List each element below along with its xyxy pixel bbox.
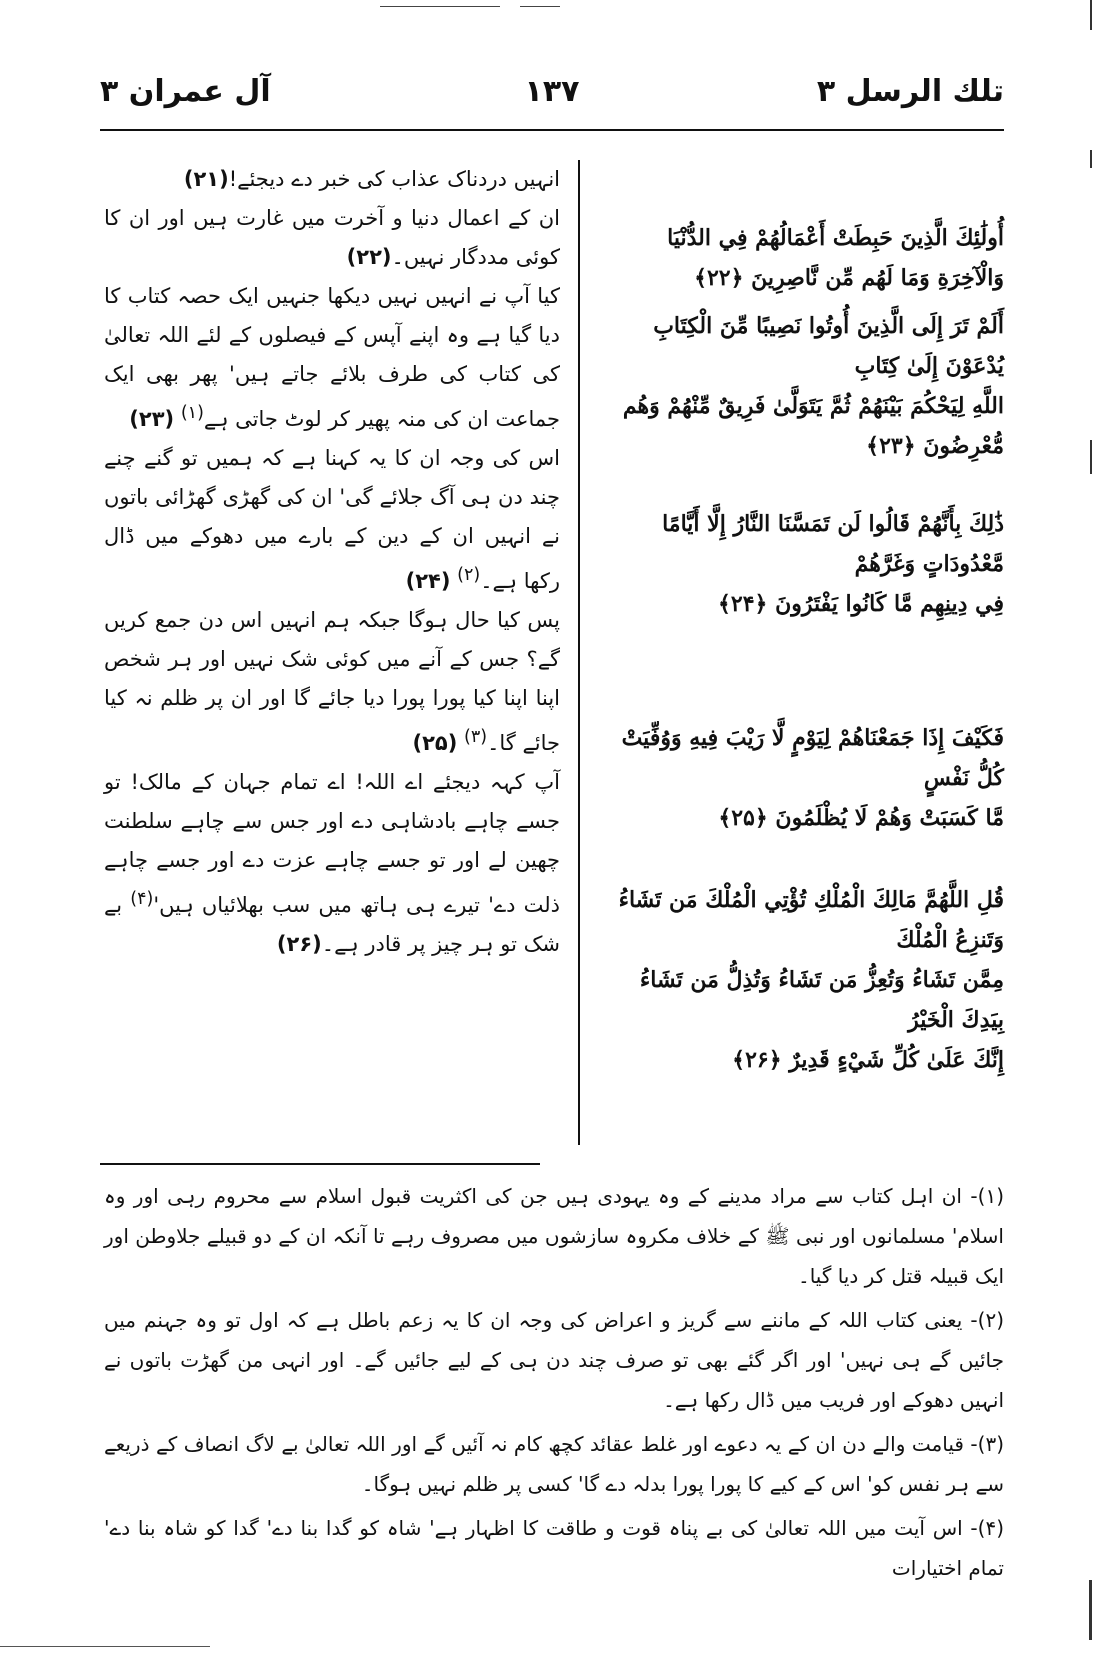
translation-text: آپ کہہ دیجئے اے اللہ! اے تمام جہان کے مالک! تو جسے چاہے بادشاہی دے اور جس سے چاہے سلطنت چھین لے اور تو جسے چاہے عزت دے اور جسے چاہے ذلت دے' تیرے ہی ہاتھ میں سب بھلائیاں ہیں' (104, 770, 560, 917)
verse-number: (۲۳) (129, 407, 175, 431)
translation-text: بے شک تو ہر چیز پر قادر ہے۔ (104, 893, 560, 956)
arabic-line: مَّا كَسَبَتْ وَهُمْ لَا يُظْلَمُونَ ﴿۲۵﴾ (718, 805, 1004, 831)
footnote-marker: (۴) (130, 889, 154, 909)
column-divider (578, 160, 580, 1145)
arabic-line: أَلَمْ تَرَ إِلَى الَّذِينَ أُوتُوا نَصِيبًا مِّنَ الْكِتَابِ يُدْعَوْنَ إِلَىٰ كِتَابِ (653, 313, 1004, 379)
arabic-verse (598, 880, 1004, 1080)
page-header (100, 64, 1004, 114)
footnote: (۳)- قیامت والے دن ان کے یہ دعوے اور غلط عقائد کچھ کام نہ آئیں گے اور اللہ تعالیٰ بے لاگ انصاف کے ذریعے سے ہر نفس کو' اس کے کیے کا پورا پورا بدلہ دے گا' کسی پر ظلم نہیں ہوگا۔ (104, 1432, 1004, 1496)
urdu-translation-column (104, 160, 560, 964)
verse-number: (۲۲) (346, 245, 392, 269)
translation-text: ان کے اعمال دنیا و آخرت میں غارت ہیں اور ان کا کوئی مددگار نہیں۔ (104, 206, 560, 269)
arabic-verse (598, 218, 1004, 298)
two-column-body (104, 160, 1004, 1145)
verse-number: (۲۱) (183, 167, 229, 191)
arabic-verse (598, 718, 1004, 838)
arabic-line: إِنَّكَ عَلَىٰ كُلِّ شَيْءٍ قَدِيرٌ ﴿۲۶﴾ (732, 1047, 1004, 1073)
arabic-line: ذَٰلِكَ بِأَنَّهُمْ قَالُوا لَن تَمَسَّنَا النَّارُ إِلَّا أَيَّامًا مَّعْدُودَاتٍ وَغَرَّهُمْ (662, 511, 1004, 577)
arabic-line: فِي دِينِهِم مَّا كَانُوا يَفْتَرُونَ ﴿۲۴﴾ (718, 591, 1004, 617)
arabic-line: اللَّهِ لِيَحْكُمَ بَيْنَهُمْ ثُمَّ يَتَوَلَّىٰ فَرِيقٌ مِّنْهُمْ وَهُم مُّعْرِضُونَ ﴿۲۳﴾ (622, 393, 1004, 459)
arabic-line: وَالْآخِرَةِ وَمَا لَهُم مِّن نَّاصِرِينَ ﴿۲۲﴾ (694, 265, 1004, 291)
arabic-line: فَكَيْفَ إِذَا جَمَعْنَاهُمْ لِيَوْمٍ لَّا رَيْبَ فِيهِ وَوُفِّيَتْ كُلُّ نَفْسٍ (621, 725, 1004, 791)
footnote: (۴)- اس آیت میں اللہ تعالیٰ کی بے پناہ قوت و طاقت کا اظہار ہے' شاہ کو گدا بنا دے' گدا کو شاہ بنا دے' تمام اختیارات (104, 1516, 1004, 1580)
page-number: ۱۳۷ (524, 74, 580, 109)
footnote: (۱)- ان اہل کتاب سے مراد مدینے کے وہ یہودی ہیں جن کی اکثریت قبول اسلام سے محروم رہی اور وہ اسلام' مسلمانوں اور نبی ﷺ کے خلاف مکروہ سازشوں میں مصروف رہے تا آنکہ ان کے دو قبیلے جلاوطن اور ایک قبیلہ قتل کر دیا گیا۔ (104, 1184, 1005, 1288)
edge-scan-mark (1090, 440, 1092, 474)
translation-verse (104, 439, 560, 601)
top-scan-mark (380, 6, 500, 7)
surah-name: آل عمران ۳ (100, 74, 271, 109)
translation-text: اس کی وجہ ان کا یہ کہنا ہے کہ ہمیں تو گنے چنے چند دن ہی آگ جلائے گی' ان کی گھڑی گھڑائی باتوں نے انہیں ان کے دین کے بارے میں دھوکے میں ڈال رکھا ہے۔ (104, 446, 560, 593)
footnote-marker: (۲) (457, 565, 481, 585)
arabic-line: أُولَٰئِكَ الَّذِينَ حَبِطَتْ أَعْمَالُهُمْ فِي الدُّنْيَا (667, 225, 1004, 251)
arabic-line: مِمَّن تَشَاءُ وَتُعِزُّ مَن تَشَاءُ وَتُذِلُّ مَن تَشَاءُ بِيَدِكَ الْخَيْرُ (639, 967, 1004, 1033)
translation-verse (104, 199, 560, 277)
translation-verse (104, 601, 560, 763)
footnote-marker: (۱) (180, 403, 204, 423)
arabic-verse (598, 306, 1004, 466)
translation-text: کیا آپ نے انہیں نہیں دیکھا جنہیں ایک حصہ کتاب کا دیا گیا ہے وہ اپنے آپس کے فیصلوں کے لئے اللہ تعالیٰ کی کتاب کی طرف بلائے جاتے ہیں' پھر بھی ایک جماعت ان کی منہ پھیر کر لوٹ جاتی ہے (104, 284, 560, 431)
bottom-scan-mark (0, 1646, 210, 1647)
verse-number: (۲۶) (276, 932, 322, 956)
translation-verse (104, 160, 560, 199)
translation-verse (104, 277, 560, 439)
footnote: (۲)- یعنی کتاب اللہ کے ماننے سے گریز و اعراض کی وجہ ان کا یہ زعم باطل ہے کہ اول تو وہ جہنم میں جائیں گے ہی نہیں' اور اگر گئے بھی تو صرف چند دن ہی کے لیے جائیں گے۔ اور انہی من گھڑت باتوں نے انہیں دھوکے اور فریب میں ڈال رکھا ہے۔ (104, 1308, 1004, 1412)
footnotes (104, 1176, 1004, 1592)
footnote-marker: (۳) (464, 727, 488, 747)
arabic-verse (598, 504, 1004, 624)
translation-text: انہیں دردناک عذاب کی خبر دے دیجئے! (228, 167, 560, 191)
footnote-rule (100, 1163, 540, 1165)
edge-scan-mark (1090, 0, 1092, 30)
edge-scan-mark (1090, 150, 1092, 168)
translation-verse (104, 763, 560, 964)
translation-text: پس کیا حال ہوگا جبکہ ہم انہیں اس دن جمع کریں گے؟ جس کے آنے میں کوئی شک نہیں اور ہر شخص اپنا اپنا کیا پورا پورا دیا جائے گا اور ان پر ظلم نہ کیا جائے گا۔ (104, 608, 560, 755)
juz-name: تلك الرسل ۳ (816, 74, 1004, 109)
verse-number: (۲۵) (412, 731, 458, 755)
header-rule (100, 129, 1004, 131)
verse-number: (۲۴) (405, 569, 451, 593)
edge-scan-mark (1089, 1580, 1092, 1640)
top-scan-mark (520, 6, 560, 7)
arabic-line: قُلِ اللَّهُمَّ مَالِكَ الْمُلْكِ تُؤْتِي الْمُلْكَ مَن تَشَاءُ وَتَنزِعُ الْمُلْكَ (618, 887, 1004, 953)
